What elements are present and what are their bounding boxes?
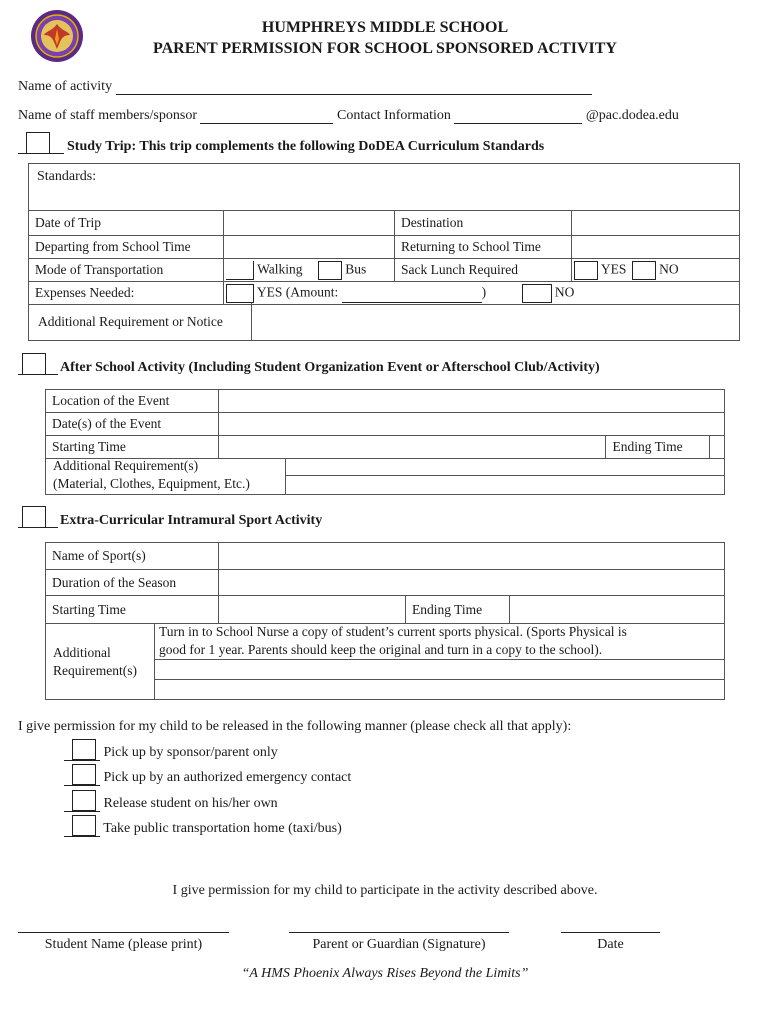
- mode-label: Mode of Transportation: [29, 259, 224, 282]
- standards-label: Standards:: [37, 169, 97, 184]
- release-option-underline: [64, 790, 100, 812]
- expenses-no-checkbox[interactable]: [522, 284, 552, 303]
- lunch-label: Sack Lunch Required: [395, 259, 572, 282]
- study-trip-heading: Study Trip: This trip complements the following DoDEA Curriculum Standards: [67, 139, 545, 154]
- sport-heading: Extra-Curricular Intramural Sport Activity: [60, 513, 323, 528]
- expenses-label: Expenses Needed:: [29, 282, 224, 305]
- date-input[interactable]: [224, 211, 395, 236]
- release-option: [64, 739, 278, 761]
- sport-additional-label-2: Requirement(s): [53, 663, 137, 678]
- standards-box[interactable]: [28, 163, 740, 211]
- expenses-yes-checkbox[interactable]: [226, 284, 254, 303]
- after-school-heading: After School Activity (Including Student Organization Event or Afterschool Club/Activity): [60, 360, 600, 375]
- sport-name-label: Name of Sport(s): [46, 543, 219, 570]
- lunch-no-checkbox[interactable]: [632, 261, 656, 280]
- returning-input[interactable]: [572, 236, 740, 259]
- sport-checkbox[interactable]: [22, 506, 46, 528]
- parent-signature-line[interactable]: [289, 932, 509, 933]
- bus-label: Bus: [345, 261, 367, 277]
- staff-row: [18, 108, 679, 124]
- release-checkbox[interactable]: [72, 739, 96, 760]
- after-starting-input[interactable]: [219, 436, 606, 459]
- expenses-options: [224, 282, 740, 305]
- location-input[interactable]: [219, 390, 725, 413]
- expenses-yes-label: YES (Amount:: [256, 284, 339, 300]
- sport-table: [45, 542, 725, 624]
- sport-additional-input-2[interactable]: [154, 680, 725, 699]
- after-starting-label: Starting Time: [46, 436, 219, 459]
- contact-label: Contact Information: [336, 108, 451, 123]
- release-option-label: Pick up by an authorized emergency contact: [103, 770, 352, 785]
- release-intro: I give permission for my child to be released in the following manner (please check all that apply):: [18, 719, 572, 734]
- bus-checkbox[interactable]: [318, 261, 342, 280]
- dates-label: Date(s) of the Event: [46, 413, 219, 436]
- contact-input[interactable]: [454, 109, 582, 124]
- sport-note-2: good for 1 year. Parents should keep the original and turn in a copy to the school).: [159, 642, 603, 657]
- release-option-label: Pick up by sponsor/parent only: [103, 745, 278, 760]
- departing-label: Departing from School Time: [29, 236, 224, 259]
- expenses-amount-input[interactable]: [342, 288, 482, 303]
- destination-label: Destination: [395, 211, 572, 236]
- sport-additional-input-1[interactable]: [154, 660, 725, 680]
- activity-input[interactable]: [116, 80, 592, 95]
- activity-row: [18, 79, 592, 95]
- email-suffix: @pac.dodea.edu: [585, 108, 679, 123]
- after-additional-label-1: Additional Requirement(s): [53, 458, 199, 473]
- date-label: Date of Trip: [29, 211, 224, 236]
- after-ending-label: Ending Time: [606, 436, 710, 459]
- additional-notice-box: [28, 303, 740, 341]
- student-name-label: Student Name (please print): [44, 937, 203, 952]
- walking-box[interactable]: [253, 261, 254, 280]
- sport-note-1: Turn in to School Nurse a copy of student’s current sports physical. (Sports Physical is: [159, 624, 627, 639]
- release-option-label: Release student on his/her own: [103, 796, 278, 811]
- returning-label: Returning to School Time: [395, 236, 572, 259]
- sport-ending-label: Ending Time: [406, 596, 510, 624]
- destination-input[interactable]: [572, 211, 740, 236]
- lunch-yes-label: YES: [600, 261, 627, 277]
- walking-checkbox[interactable]: [226, 261, 254, 280]
- release-option-label: Take public transportation home (taxi/bus): [103, 821, 342, 836]
- release-option: [64, 764, 351, 786]
- after-school-table: [45, 389, 725, 459]
- departing-input[interactable]: [224, 236, 395, 259]
- after-additional-label-2: (Material, Clothes, Equipment, Etc.): [53, 476, 250, 491]
- after-additional-input-1[interactable]: [285, 458, 725, 476]
- dates-input[interactable]: [219, 413, 725, 436]
- lunch-no-label: NO: [659, 261, 679, 277]
- date-line[interactable]: [561, 932, 660, 933]
- release-option-underline: [64, 739, 100, 761]
- sport-additional-box: [45, 623, 725, 700]
- expenses-close: ): [481, 284, 487, 300]
- staff-input[interactable]: [200, 109, 333, 124]
- study-trip-checkbox[interactable]: [26, 132, 50, 154]
- form-title: PARENT PERMISSION FOR SCHOOL SPONSORED ACTIVITY: [153, 40, 617, 57]
- expenses-no-label: NO: [554, 284, 575, 300]
- student-name-line[interactable]: [18, 932, 229, 933]
- sport-name-input[interactable]: [219, 543, 725, 570]
- release-option-underline: [64, 764, 100, 786]
- parent-signature-label: Parent or Guardian (Signature): [312, 937, 486, 952]
- study-trip-table: [28, 210, 740, 305]
- after-school-checkbox[interactable]: [22, 353, 46, 375]
- school-title: HUMPHREYS MIDDLE SCHOOL: [261, 19, 509, 36]
- lunch-yes-checkbox[interactable]: [574, 261, 598, 280]
- sport-note-cell: [154, 623, 725, 660]
- sport-starting-label: Starting Time: [46, 596, 219, 624]
- staff-label: Name of staff members/sponsor: [18, 108, 197, 123]
- lunch-options: [572, 259, 740, 282]
- mode-options: [224, 259, 395, 282]
- release-checkbox[interactable]: [72, 790, 96, 811]
- release-checkbox[interactable]: [72, 764, 96, 785]
- after-ending-input[interactable]: [710, 436, 725, 459]
- after-additional-input-2[interactable]: [285, 476, 725, 494]
- release-option: [64, 790, 278, 812]
- duration-label: Duration of the Season: [46, 570, 219, 596]
- walking-label: Walking: [257, 261, 303, 277]
- additional-notice-label: Additional Requirement or Notice: [38, 314, 223, 329]
- release-checkbox[interactable]: [72, 815, 96, 836]
- permission-statement: I give permission for my child to participate in the activity described above.: [172, 883, 598, 898]
- sport-ending-input[interactable]: [510, 596, 725, 624]
- release-option: [64, 815, 342, 837]
- duration-input[interactable]: [219, 570, 725, 596]
- activity-label: Name of activity: [18, 79, 113, 94]
- location-label: Location of the Event: [46, 390, 219, 413]
- sport-additional-label-1: Additional: [53, 645, 111, 660]
- additional-notice-input[interactable]: [251, 303, 740, 340]
- after-additional-box: [45, 458, 725, 495]
- date-label: Date: [597, 937, 624, 952]
- school-motto: “A HMS Phoenix Always Rises Beyond the Limits”: [241, 966, 529, 981]
- sport-starting-input[interactable]: [219, 596, 406, 624]
- release-option-underline: [64, 815, 100, 837]
